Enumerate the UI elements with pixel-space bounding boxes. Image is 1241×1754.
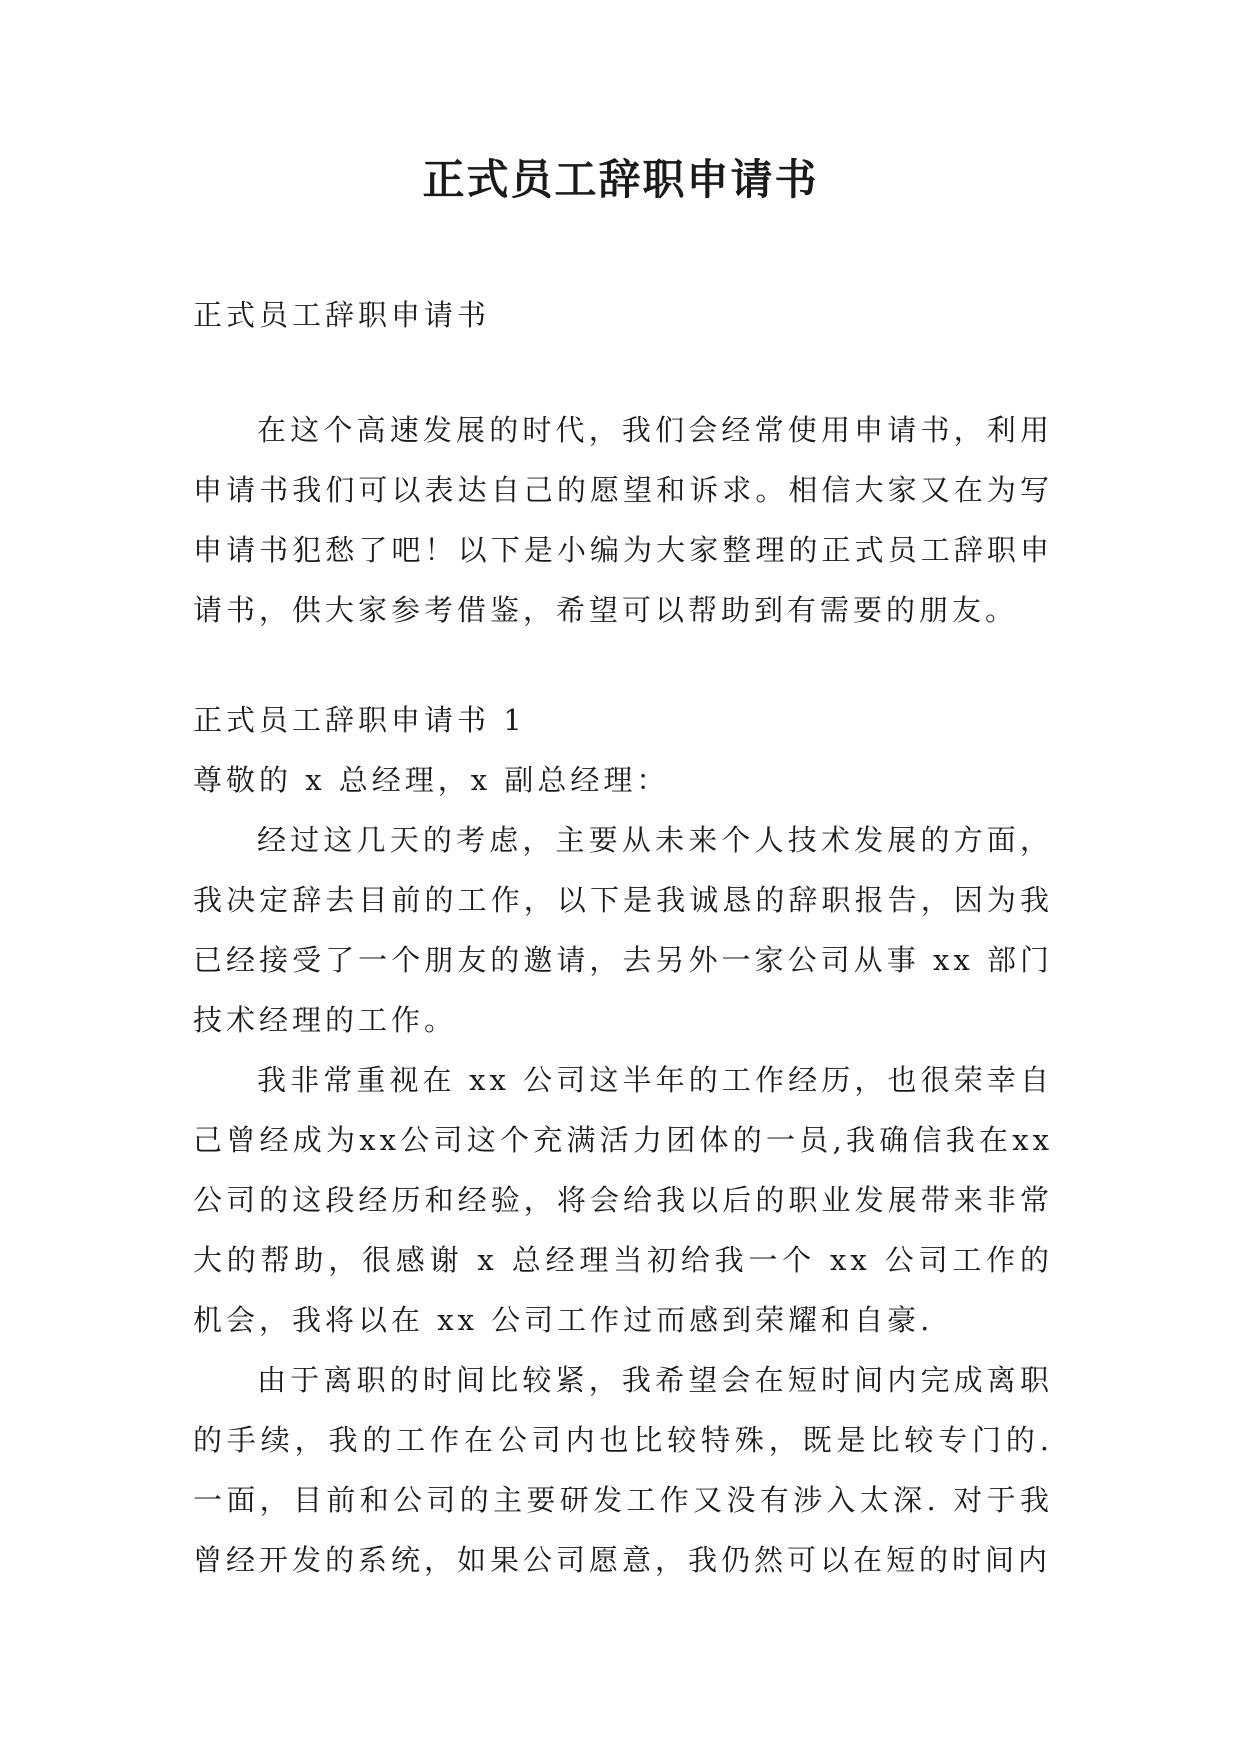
body-paragraph-1: 经过这几天的考虑，主要从未来个人技术发展的方面，我决定辞去目前的工作，以下是我诚恳的辞职报告，因为我已经接受了一个朋友的邀请，去另外一家公司从事 xx 部门技术经理的工作。 (193, 823, 1053, 1037)
section-title: 正式员工辞职申请书 1 (193, 703, 526, 737)
letter-body (193, 750, 1053, 1590)
document-subtitle: 正式员工辞职申请书 (193, 298, 491, 332)
body-paragraph-2: 我非常重视在 xx 公司这半年的工作经历，也很荣幸自己曾经成为xx公司这个充满活力团体的一员,我确信我在xx公司的这段经历和经验，将会给我以后的职业发展带来非常大的帮助，很感谢 x 总经理当初给我一个 xx 公司工作的机会，我将以在 xx 公司工作过而感到荣耀和自豪. (193, 1063, 1053, 1337)
body-paragraph-3: 由于离职的时间比较紧，我希望会在短时间内完成离职的手续，我的工作在公司内也比较特殊，既是比较专门的.一面，目前和公司的主要研发工作又没有涉入太深. 对于我曾经开发的系统，如果公司愿意，我仍然可以在短的时间内 (193, 1363, 1053, 1577)
salutation: 尊敬的 x 总经理，x 副总经理： (193, 763, 670, 797)
document-title: 正式员工辞职申请书 (422, 155, 819, 204)
intro-paragraph: 在这个高速发展的时代，我们会经常使用申请书，利用申请书我们可以表达自己的愿望和诉求。相信大家又在为写申请书犯愁了吧！以下是小编为大家整理的正式员工辞职申请书，供大家参考借鉴，希望可以帮助到有需要的朋友。 (193, 413, 1053, 627)
